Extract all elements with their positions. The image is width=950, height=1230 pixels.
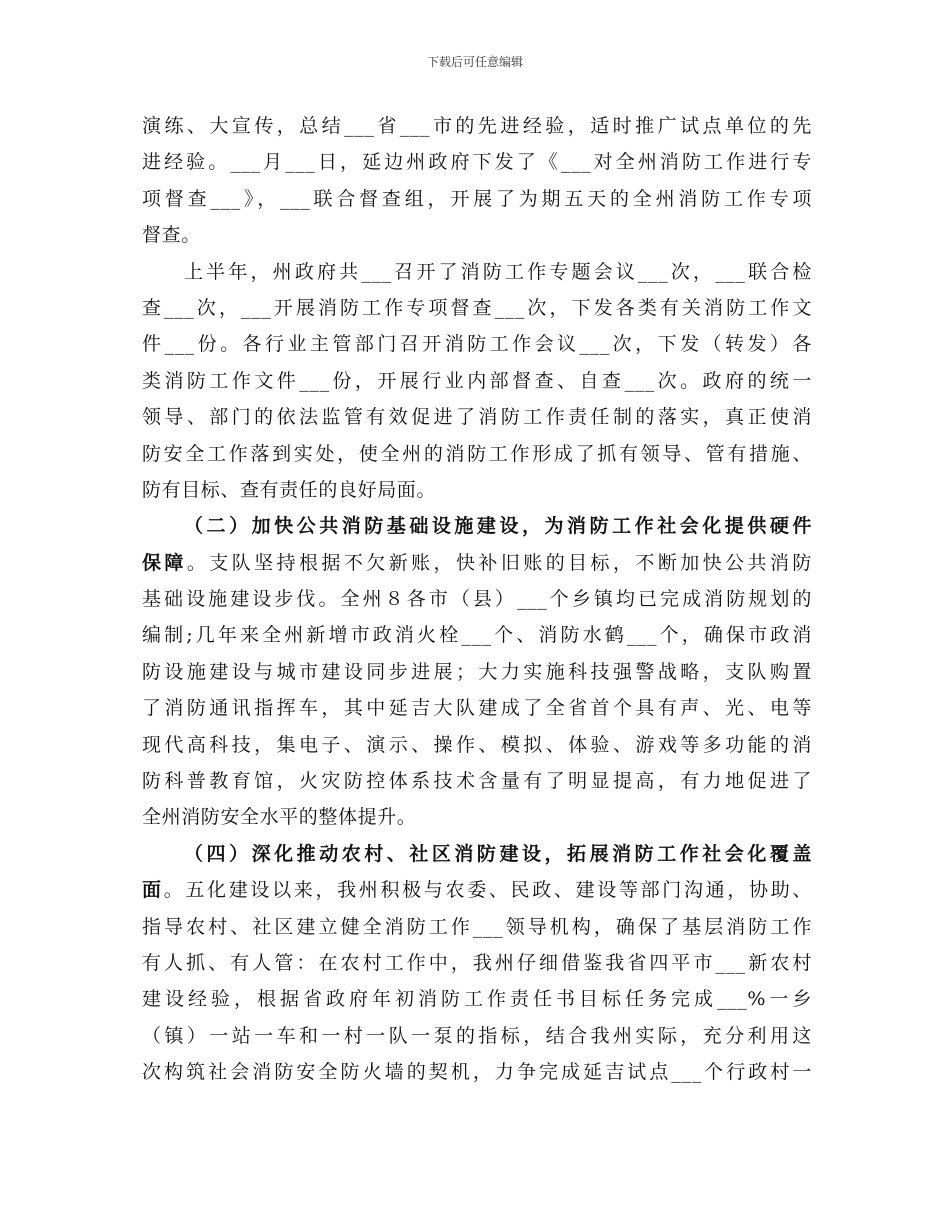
section-heading-tail: 面	[142, 879, 164, 902]
text-line: 类消防工作文件___份，开展行业内部督查、自查___次。政府的统一	[142, 369, 812, 392]
paragraph	[142, 254, 812, 509]
text-span: 。五化建设以来，我州积极与农委、民政、建设等部门沟通，协助、	[163, 879, 812, 902]
text-line: 演练、大宣传，总结___省___市的先进经验，适时推广试点单位的先	[142, 115, 812, 137]
text-line: 了消防通讯指挥车，其中延吉大队建成了全省首个具有声、光、电等	[142, 697, 812, 720]
paragraph	[142, 508, 812, 836]
text-line: 防科普教育馆，火灾防控体系技术含量有了明显提高，有力地促进了	[142, 770, 812, 793]
paragraph	[142, 836, 812, 1091]
text-line	[142, 872, 812, 908]
page-header: 下载后可任意编辑	[426, 55, 523, 69]
text-line: 指导农村、社区建立健全消防工作___领导机构，确保了基层消防工作	[142, 915, 812, 938]
text-line: 防安全工作落到实处，使全州的消防工作形成了抓有领导、管有措施、	[142, 442, 812, 465]
text-line: 领导、部门的依法监管有效促进了消防工作责任制的落实，真正使消	[142, 406, 812, 429]
text-line: 次构筑社会消防安全防火墙的契机，力争完成延吉试点___个行政村一	[142, 1061, 812, 1084]
text-line: 进经验。___月___日，延边州政府下发了《___对全州消防工作进行专	[142, 151, 812, 174]
text-line: 有人抓、有人管：在农村工作中，我州仔细借鉴我省四平市___新农村	[142, 951, 812, 974]
paragraph	[142, 108, 812, 254]
text-line: 督查。	[142, 224, 201, 247]
section-heading-line: （四）深化推动农村、社区消防建设，拓展消防工作社会化覆盖	[184, 842, 812, 865]
text-line: （镇）一站一车和一村一队一泵的指标，结合我州实际，充分利用这	[142, 1024, 812, 1047]
text-line: 基础设施建设步伐。全州８各市（县）___个乡镇均已完成消防规划的	[142, 588, 812, 611]
text-line: 编制;几年来全州新增市政消火栓___个、消防水鹤___个，确保市政消	[142, 624, 812, 647]
text-line: 建设经验，根据省政府年初消防工作责任书目标任务完成___%一乡	[142, 988, 812, 1011]
text-line: 全州消防安全水平的整体提升。	[142, 806, 417, 829]
text-span: 。支队坚持根据不欠新账，快补旧账的目标，不断加快公共消防	[186, 551, 812, 574]
text-line: 查___次，___开展消防工作专项督查___次，下发各类有关消防工作文	[142, 296, 812, 319]
section-heading-tail: 保障	[142, 551, 187, 574]
text-line: 防有目标、查有责任的良好局面。	[142, 478, 437, 501]
section-heading-line: （二）加快公共消防基础设施建设，为消防工作社会化提供硬件	[184, 515, 812, 538]
text-line	[142, 545, 812, 581]
text-line: 现代高科技，集电子、演示、操作、模拟、体验、游戏等多功能的消	[142, 733, 812, 756]
text-line: 项督查___》，___联合督查组，开展了为期五天的全州消防工作专项	[142, 187, 812, 210]
text-line: 上半年，州政府共___召开了消防工作专题会议___次，___联合检	[184, 260, 812, 283]
document-body	[142, 108, 812, 1091]
text-line: 件___份。各行业主管部门召开消防工作会议___次，下发（转发）各	[142, 333, 812, 356]
text-line: 防设施建设与城市建设同步进展；大力实施科技强警战略，支队购置	[142, 660, 812, 683]
